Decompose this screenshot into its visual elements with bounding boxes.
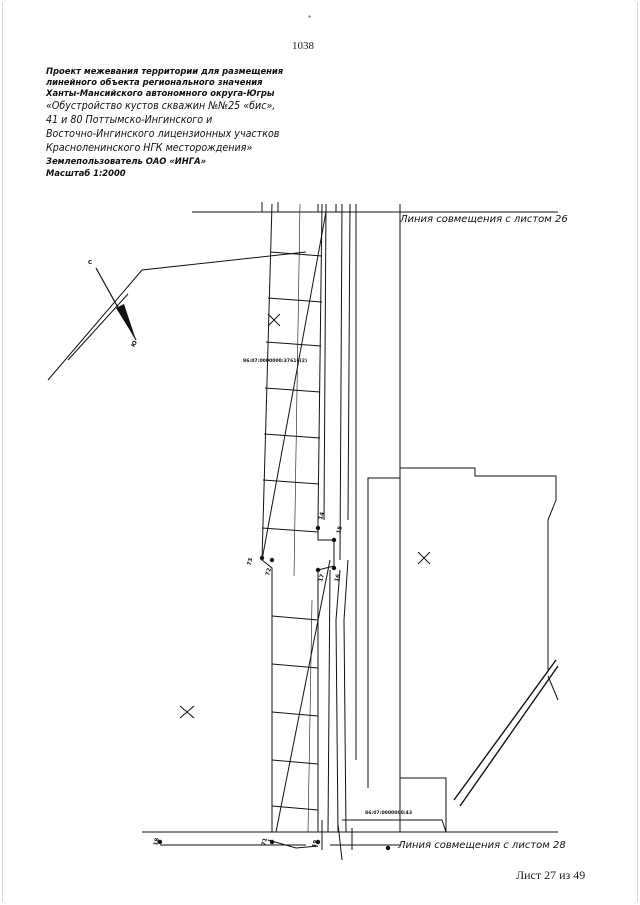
page-number: 1038 <box>292 40 314 52</box>
top-mark: * <box>308 14 312 23</box>
point-label-16: 16 <box>334 573 342 583</box>
title-line-1: Проект межевания территории для размещения <box>46 66 284 76</box>
cadastral-number-upper: 86:07:0000000:37616(2) <box>243 359 308 364</box>
scale-label: Масштаб 1:2000 <box>46 168 126 178</box>
point-label-18: 18 <box>153 837 161 847</box>
point-label-17: 17 <box>318 573 326 583</box>
cadastral-number-lower: 86:07:0000000:43 <box>365 811 413 816</box>
match-line-top-label: Линия совмещения с листом 26 <box>400 214 568 225</box>
title-line-6: Восточно-Ингинского лицензионных участков <box>46 128 280 140</box>
parcel-marker-lower-left <box>180 706 194 718</box>
point-label-71: 71 <box>261 837 269 847</box>
parcel-marker-upper-left <box>268 314 280 326</box>
title-line-3: Ханты-Мансийского автономного округа-Югры <box>46 88 275 98</box>
title-line-7: Красноленинского НГК месторождения» <box>46 142 253 154</box>
parcel-marker-right <box>418 552 430 564</box>
point-label-15: 15 <box>336 525 344 535</box>
land-user: Землепользователь ОАО «ИНГА» <box>46 156 207 166</box>
sheet-number: Лист 27 из 49 <box>516 868 586 882</box>
title-line-5: 41 и 80 Поттымско-Ингинского и <box>46 114 213 126</box>
title-line-2: линейного объекта регионального значения <box>46 77 263 87</box>
point-label-73: 73 <box>246 557 255 567</box>
south-letter: Ю <box>130 339 139 349</box>
match-line-bottom-label: Линия совмещения с листом 28 <box>398 840 566 851</box>
point-label-19: 19 <box>311 839 320 849</box>
north-arrow-icon <box>68 260 139 360</box>
north-letter: С <box>88 260 93 266</box>
title-line-4: «Обустройство кустов скважин №№25 «бис», <box>46 100 276 112</box>
point-label-72: 72 <box>265 567 273 577</box>
point-label-14: 14 <box>318 511 326 521</box>
